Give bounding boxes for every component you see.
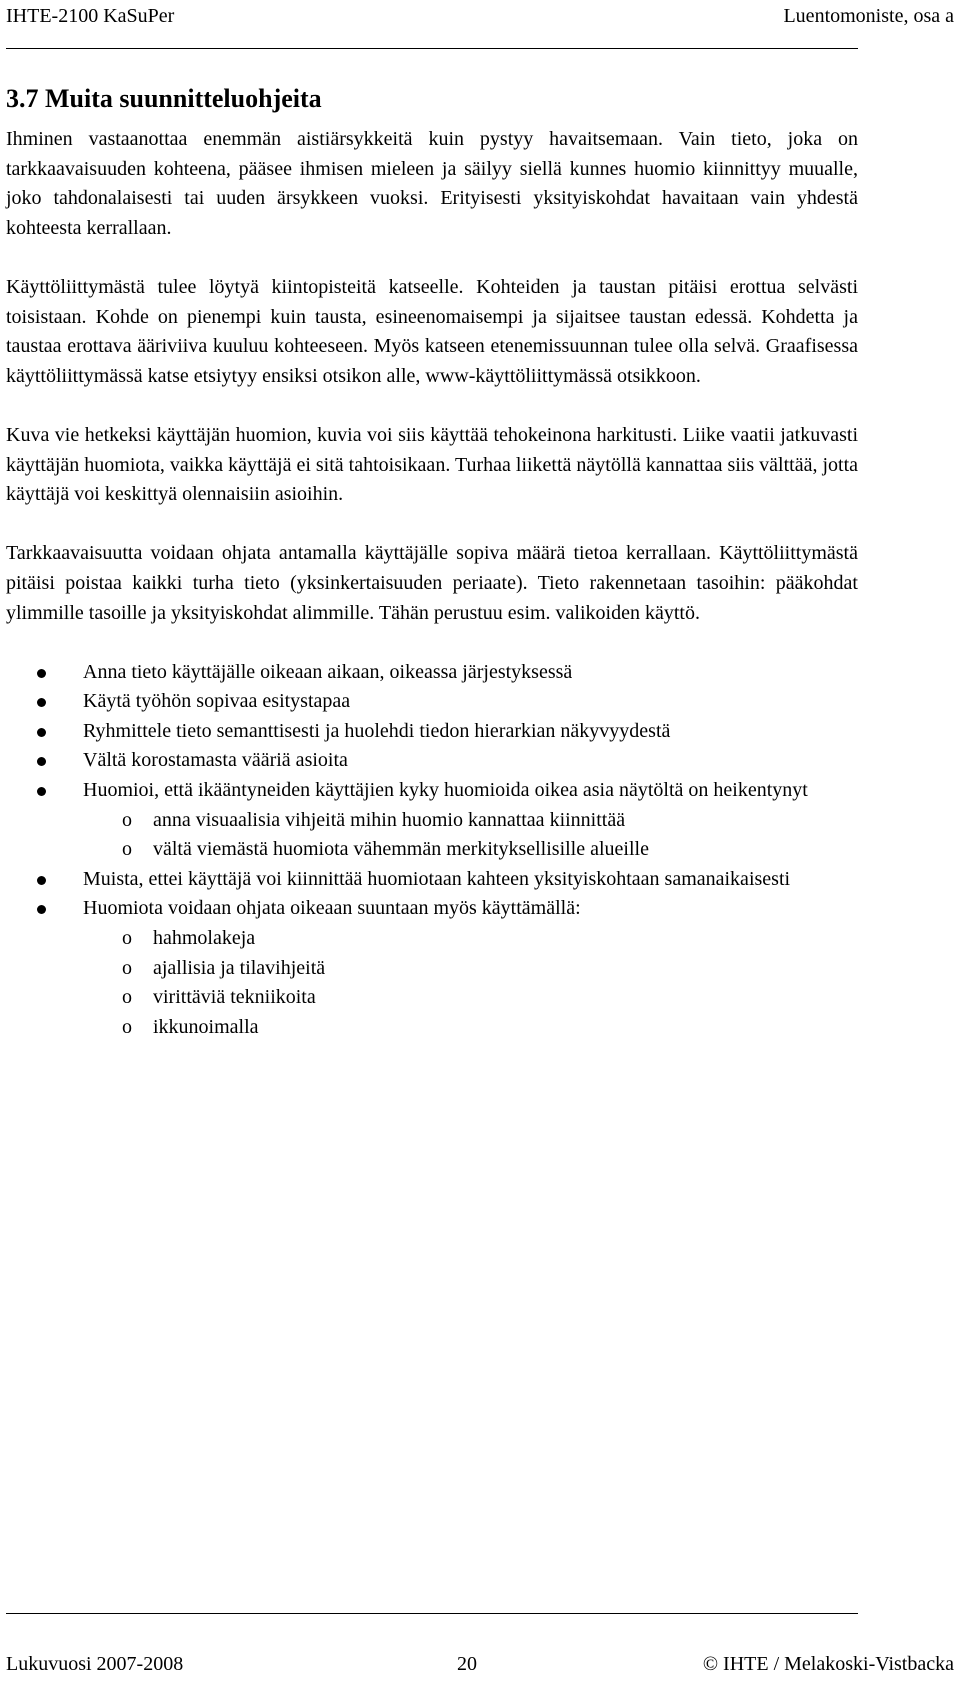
list-item-text: Huomioi, että ikääntyneiden käyttäjien kyky huomioida oikea asia näytöltä on heikentynyt (83, 779, 808, 802)
list-item (6, 894, 858, 1042)
paragraph: Tarkkaavaisuutta voidaan ohjata antamalla käyttäjälle sopiva määrä tietoa kerrallaan. Käyttöliittymästä pitäisi poistaa kaikki turha tieto (yksinkertaisuuden periaate). Tieto rakennetaan tasoihin: pääkohdat ylimmille tasoille ja yksityiskohdat alimmille. Tähän perustuu esim. valikoiden käyttö. (6, 542, 858, 624)
header-document-title: Luentomoniste, osa a (783, 5, 954, 27)
list-item (6, 865, 858, 895)
sub-list-item (6, 1013, 858, 1043)
sub-bullet-icon: o (122, 956, 132, 979)
sub-bullet-icon: o (122, 838, 132, 861)
list-item-text: Käytä työhön sopivaa esitystapaa (83, 690, 351, 713)
list-item (6, 717, 858, 747)
bullet-icon (37, 669, 46, 678)
list-item-text: Muista, ettei käyttäjä voi kiinnittää huomiotaan kahteen yksityiskohtaan samanaikaisesti (83, 867, 791, 890)
list-item-text: Huomiota voidaan ohjata oikeaan suuntaan myös käyttämällä: (83, 897, 581, 920)
sub-list (6, 924, 858, 1042)
paragraph: Kuva vie hetkeksi käyttäjän huomion, kuvia voi siis käyttää tehokeinona harkitusti. Liike vaatii jatkuvasti käyttäjän huomiota, vaikka käyttäjä ei sitä tahtoisikaan. Turhaa liikettä näytöllä kannattaa siis välttää, jotta käyttäjä voi keskittyä olennaisiin asioihin. (6, 423, 858, 506)
header-divider (6, 48, 858, 49)
bullet-icon (37, 728, 46, 737)
footer-academic-year: Lukuvuosi 2007-2008 (6, 1653, 184, 1675)
section-title: 3.7 Muita suunnitteluohjeita (6, 84, 322, 113)
body-text (6, 125, 858, 1042)
sub-list-item (6, 806, 858, 836)
sub-list (6, 806, 858, 865)
list-item-text: Ryhmittele tieto semanttisesti ja huolehdi tiedon hierarkian näkyvyydestä (83, 719, 671, 742)
list-item (6, 776, 858, 865)
bullet-icon (37, 876, 46, 885)
sub-list-item-text: ajallisia ja tilavihjeitä (153, 956, 326, 979)
sub-list-item (6, 983, 858, 1013)
header-course-code: IHTE-2100 KaSuPer (6, 5, 175, 27)
footer-copyright: © IHTE / Melakoski-Vistbacka (702, 1653, 954, 1675)
paragraph: Ihminen vastaanottaa enemmän aistiärsykkeitä kuin pystyy havaitsemaan. Vain tieto, joka on tarkkaavaisuuden kohteena, pääsee ihmisen mieleen ja säilyy siellä kunnes huomio kiinnittyy muualle, joko tahdonalaisesti tai uuden ärsykkeen vuoksi. Erityisesti yksityiskohdat havaitaan vain yhdestä kohteesta kerrallaan. (6, 128, 858, 239)
paragraph: Käyttöliittymästä tulee löytyä kiintopisteitä katseelle. Kohteiden ja taustan pitäisi erottua selvästi toisistaan. Kohde on pienempi kuin tausta, esineenomaisempi ja sijaitsee taustan edessä. Kohdetta ja taustaa erottava ääriviiva kuuluu kohteeseen. Myös katseen etenemissuunnan tulee olla selvä. Graafisessa käyttöliittymässä katse etsiytyy ensiksi otsikon alle, www-käyttöliittymässä otsikkoon. (6, 275, 858, 387)
list-item (6, 746, 858, 776)
bullet-icon (37, 787, 46, 796)
footer-page-number: 20 (457, 1653, 477, 1675)
guideline-list (6, 658, 858, 1043)
list-item (6, 687, 858, 717)
sub-list-item (6, 835, 858, 865)
sub-bullet-icon: o (122, 927, 132, 950)
list-item-text: Anna tieto käyttäjälle oikeaan aikaan, oikeassa järjestyksessä (83, 660, 573, 683)
sub-bullet-icon: o (122, 986, 132, 1009)
sub-list-item-text: virittäviä tekniikoita (153, 986, 316, 1009)
sub-list-item-text: hahmolakeja (153, 927, 256, 950)
bullet-icon (37, 757, 46, 766)
sub-bullet-icon: o (122, 808, 132, 831)
sub-bullet-icon: o (122, 1015, 132, 1038)
footer-divider (6, 1613, 858, 1614)
sub-list-item-text: vältä viemästä huomiota vähemmän merkityksellisille alueille (153, 838, 649, 861)
bullet-icon (37, 905, 46, 914)
sub-list-item (6, 954, 858, 984)
sub-list-item (6, 924, 858, 954)
bullet-icon (37, 698, 46, 707)
sub-list-item-text: ikkunoimalla (153, 1015, 259, 1038)
list-item-text: Vältä korostamasta vääriä asioita (83, 749, 348, 772)
sub-list-item-text: anna visuaalisia vihjeitä mihin huomio kannattaa kiinnittää (153, 808, 626, 831)
list-item (6, 658, 858, 688)
